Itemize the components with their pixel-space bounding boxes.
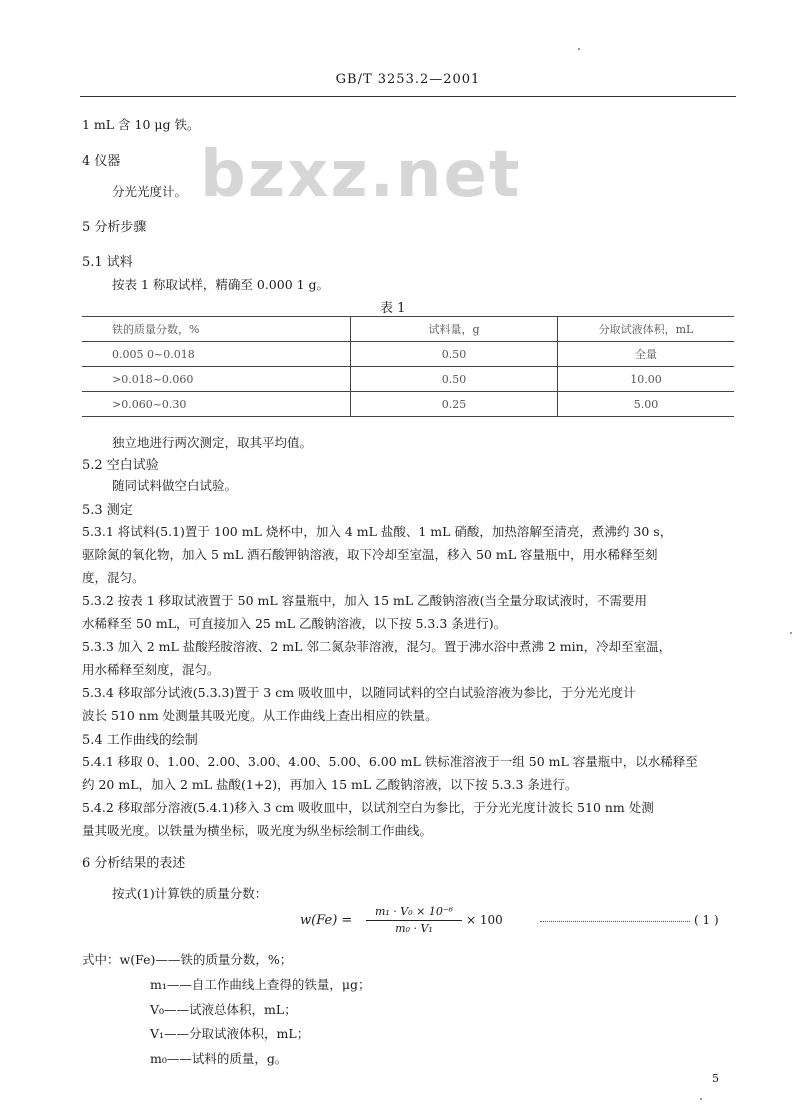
text-line: 5.3.1 将试料(5.1)置于 100 mL 烧杯中，加入 4 mL 盐酸、1 mL 硝酸，加热溶解至清亮，煮沸约 30 s， xyxy=(82,524,673,539)
table-cell: 0.25 xyxy=(351,392,558,417)
formula-fraction xyxy=(366,905,462,935)
table-row xyxy=(82,392,734,417)
text-line: 5.3.4 移取部分试液(5.3.3)置于 3 cm 吸收皿中，以随同试料的空白试验溶液为参比，于分光光度计 xyxy=(82,685,636,700)
text-line: 5.4.1 移取 0、1.00、2.00、3.00、4.00、5.00、6.00 mL 铁标准溶液于一组 50 mL 容量瓶中，以水稀释至 xyxy=(82,754,698,769)
table-cell: 5.00 xyxy=(558,392,735,417)
column-header: 分取试液体积，mL xyxy=(558,317,735,342)
table-cell: >0.060~0.30 xyxy=(82,392,351,417)
text-line: 波长 510 nm 处测量其吸光度。从工作曲线上查出相应的铁量。 xyxy=(82,708,438,723)
text-line: 分光光度计。 xyxy=(112,184,188,199)
column-header: 铁的质量分数，% xyxy=(82,317,351,342)
text-line: 按式(1)计算铁的质量分数： xyxy=(112,886,268,901)
variable-definition: V₀——试液总体积，mL； xyxy=(150,1002,297,1017)
scan-speck xyxy=(790,632,792,634)
table-cell: 10.00 xyxy=(558,367,735,392)
formula-numerator: m₁ · V₀ × 10⁻⁶ xyxy=(366,905,462,921)
formula-denominator: m₀ · V₁ xyxy=(395,922,433,935)
page-number: 5 xyxy=(712,1072,719,1085)
section-heading: 4 仪器 xyxy=(82,154,121,169)
text-line: 驱除氮的氧化物，加入 5 mL 酒石酸钾钠溶液，取下冷却至室温，移入 50 mL 容量瓶中，用水稀释至刻 xyxy=(82,547,658,562)
subsection-heading: 5.3 测定 xyxy=(82,503,133,518)
text-line: 用水稀释至刻度，混匀。 xyxy=(82,662,220,677)
formula-lhs: w(Fe) = xyxy=(300,913,353,928)
subsection-heading: 5.2 空白试验 xyxy=(82,458,159,473)
subsection-heading: 5.4 工作曲线的绘制 xyxy=(82,733,198,748)
column-header: 试料量，g xyxy=(351,317,558,342)
text-line: 5.4.2 移取部分溶液(5.4.1)移入 3 cm 吸收皿中，以试剂空白为参比，于分光光度计波长 510 nm 处测 xyxy=(82,800,654,815)
table-cell: 0.50 xyxy=(351,367,558,392)
table-cell: 全量 xyxy=(558,342,735,367)
table-caption: 表 1 xyxy=(380,301,406,316)
text-line: 水稀释至 50 mL，可直接加入 25 mL 乙酸钠溶液，以下按 5.3.3 条进行)。 xyxy=(82,616,507,631)
text-line: 按表 1 称取试样，精确至 0.000 1 g。 xyxy=(112,277,330,292)
table-row xyxy=(82,342,734,367)
text-line: 约 20 mL，加入 2 mL 盐酸(1+2)，再加入 15 mL 乙酸钠溶液，以下按 5.3.3 条进行。 xyxy=(82,777,578,792)
header-rule xyxy=(80,96,736,97)
text-line: 5.3.2 按表 1 移取试液置于 50 mL 容量瓶中，加入 15 mL 乙酸钠溶液(当全量分取试液时，不需要用 xyxy=(82,593,648,608)
table-cell: >0.018~0.060 xyxy=(82,367,351,392)
text-line: 1 mL 含 10 μg 铁。 xyxy=(82,117,200,132)
watermark: bzxz.net xyxy=(200,138,522,212)
section-heading: 6 分析结果的表述 xyxy=(82,856,186,871)
text-line: 度，混匀。 xyxy=(82,570,145,585)
table-row xyxy=(82,367,734,392)
formula-factor: × 100 xyxy=(466,913,503,927)
equation-number: ( 1 ) xyxy=(694,913,719,927)
scan-speck xyxy=(700,1098,702,1100)
sample-mass-table xyxy=(82,316,734,417)
text-line: 独立地进行两次测定，取其平均值。 xyxy=(112,435,313,450)
table-cell: 0.50 xyxy=(351,342,558,367)
text-line: 量其吸光度。以铁量为横坐标，吸光度为纵坐标绘制工作曲线。 xyxy=(82,823,433,838)
table-cell: 0.005 0~0.018 xyxy=(82,342,351,367)
variable-definition: 式中：w(Fe)——铁的质量分数，%； xyxy=(82,952,293,967)
text-line: 随同试料做空白试验。 xyxy=(112,478,238,493)
leader-dots xyxy=(540,915,690,922)
variable-definition: m₁——自工作曲线上查得的铁量，μg； xyxy=(150,977,371,992)
variable-definition: m₀——试料的质量，g。 xyxy=(150,1051,288,1066)
standard-number-header: GB/T 3253.2—2001 xyxy=(335,72,481,87)
scan-speck xyxy=(578,48,580,50)
table-header-row xyxy=(82,317,734,342)
section-heading: 5 分析步骤 xyxy=(82,220,147,235)
variable-definition: V₁——分取试液体积，mL； xyxy=(150,1026,310,1041)
text-line: 5.3.3 加入 2 mL 盐酸羟胺溶液、2 mL 邻二氮杂菲溶液，混匀。置于沸水浴中煮沸 2 min，冷却至室温， xyxy=(82,639,672,654)
subsection-heading: 5.1 试料 xyxy=(82,255,133,270)
